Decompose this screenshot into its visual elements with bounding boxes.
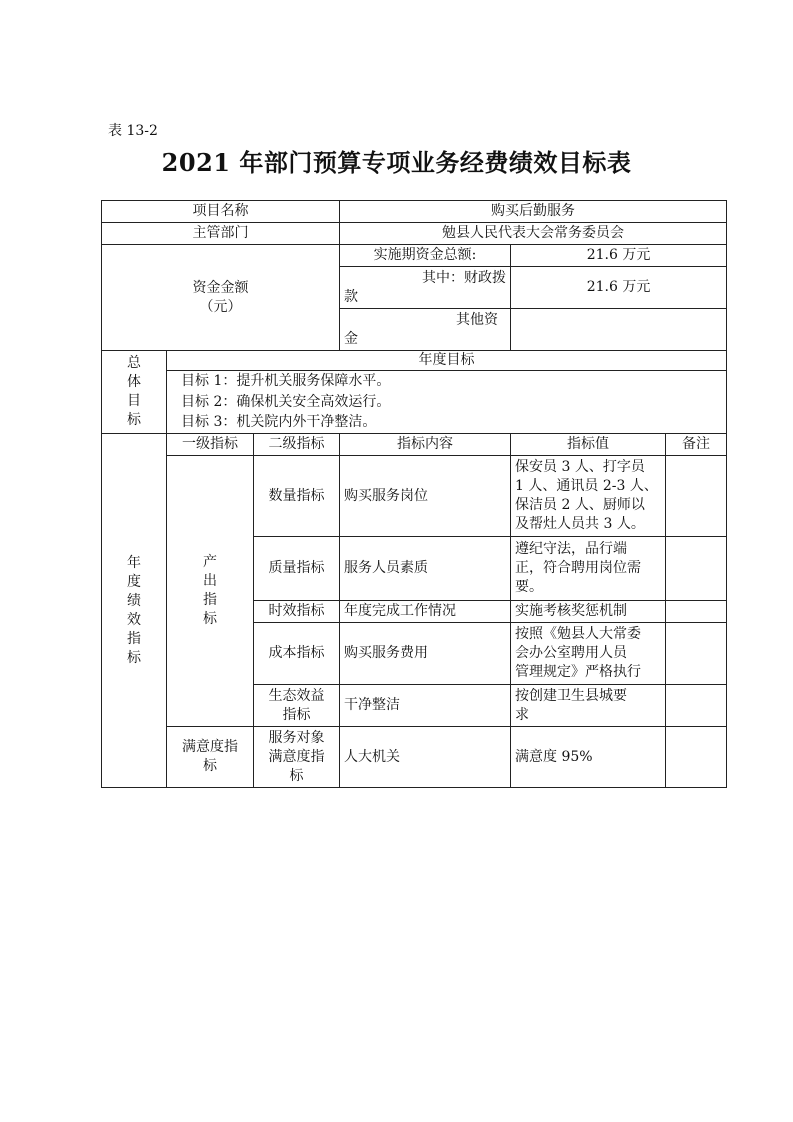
indicator-note: [666, 685, 727, 727]
side-char: 标: [203, 611, 217, 627]
value-line: 会办公室聘用人员: [515, 645, 628, 661]
goal-item: 目标 3：机关院内外干净整洁。: [167, 413, 727, 434]
row-goal-3: [102, 413, 727, 434]
indicator-value: [511, 456, 666, 537]
goal-item: 目标 2：确保机关安全高效运行。: [167, 392, 727, 413]
value-line: 遵纪守法，品行端: [515, 541, 628, 557]
funds-label-line1: 资金金额: [192, 279, 249, 296]
row-indicator-header: [102, 434, 727, 456]
col-header-note: 备注: [666, 434, 727, 456]
funds-other-value: [511, 309, 727, 351]
project-name-value: 购买后勤服务: [340, 201, 727, 223]
goal-item: 目标 1：提升机关服务保障水平。: [167, 371, 727, 392]
funds-fiscal-label-a: 其中：财政拨: [422, 269, 507, 286]
funds-other-label-a: 其他资: [456, 311, 499, 328]
indicator-value: [511, 537, 666, 601]
indicator-value: [511, 727, 666, 788]
value-line: 1 人、通讯员 2-3 人、: [515, 478, 658, 494]
row-overall-header: [102, 351, 727, 371]
value-line: 求: [515, 706, 530, 723]
table-number: 表 13-2: [108, 123, 158, 139]
department-label: 主管部门: [102, 223, 340, 245]
level2-line: 生态效益: [268, 687, 325, 704]
value-line: 正，符合聘用岗位需: [515, 560, 642, 576]
row-goal-2: [102, 392, 727, 413]
value-line: 保安员 3 人、打字员: [515, 459, 645, 475]
project-name-label: 项目名称: [102, 201, 340, 223]
funds-fiscal-label-b: 款: [344, 288, 359, 305]
indicator-note: [666, 537, 727, 601]
value-line: 按创建卫生县城要: [515, 687, 628, 704]
level2-indicator: [254, 685, 340, 727]
funds-label: [102, 245, 340, 351]
performance-goal-table: [101, 200, 727, 788]
row-funds-total: [102, 245, 727, 267]
indicator-content: 服务人员素质: [340, 537, 511, 601]
level2-line: 标: [289, 767, 304, 784]
side-char: 度: [127, 573, 141, 590]
funds-fiscal-value: 21.6 万元: [511, 267, 727, 309]
col-header-level1: 一级指标: [167, 434, 254, 456]
value-line: 及帮灶人员共 3 人。: [515, 516, 645, 532]
indicator-note: [666, 623, 727, 685]
indicator-note: [666, 727, 727, 788]
side-char: 产: [203, 554, 217, 570]
value-line: 要。: [515, 579, 544, 595]
funds-total-value: 21.6 万元: [511, 245, 727, 267]
level2-indicator: 时效指标: [254, 601, 340, 623]
indicator-value: [511, 601, 666, 623]
level1-line: 标: [203, 758, 217, 774]
side-char: 出: [203, 573, 217, 589]
level2-indicator: 成本指标: [254, 623, 340, 685]
funds-label-line2: （元）: [199, 298, 242, 315]
funds-fiscal-label: [340, 267, 511, 309]
row-quantity-indicator: [102, 456, 727, 537]
indicator-content: 购买服务费用: [340, 623, 511, 685]
indicator-value: [511, 623, 666, 685]
value-line: 满意度 95%: [515, 748, 593, 765]
row-goal-1: [102, 371, 727, 392]
value-line: 保洁员 2 人、厨师以: [515, 497, 645, 513]
overall-goal-side-label: [102, 351, 167, 434]
satisfaction-indicator-label: [167, 727, 254, 788]
level2-indicator: [254, 727, 340, 788]
annual-goal-header: 年度目标: [167, 351, 727, 371]
value-line: 按照《勉县人大常委: [515, 626, 642, 642]
row-satisfaction-indicator: [102, 727, 727, 788]
indicator-content: 人大机关: [340, 727, 511, 788]
side-char: 年: [127, 554, 141, 571]
level2-indicator: 数量指标: [254, 456, 340, 537]
side-char: 总: [127, 355, 141, 371]
value-line: 实施考核奖惩机制: [515, 603, 628, 619]
output-indicator-label: [167, 456, 254, 727]
funds-other-label: [340, 309, 511, 351]
side-char: 指: [203, 592, 217, 608]
indicator-content: 年度完成工作情况: [340, 601, 511, 623]
funds-other-label-b: 金: [344, 330, 359, 347]
funds-total-label: 实施期资金总额:: [340, 245, 511, 267]
side-char: 标: [127, 412, 141, 428]
indicator-content: 干净整洁: [340, 685, 511, 727]
col-header-level2: 二级指标: [254, 434, 340, 456]
level2-line: 指标: [282, 706, 311, 723]
side-char: 绩: [127, 592, 141, 609]
level2-line: 满意度指: [268, 748, 325, 765]
value-line: 管理规定》严格执行: [515, 664, 642, 680]
row-department: [102, 223, 727, 245]
indicator-value: [511, 685, 666, 727]
col-header-content: 指标内容: [340, 434, 511, 456]
side-char: 效: [127, 611, 141, 628]
side-char: 目: [127, 393, 141, 409]
level2-line: 服务对象: [268, 729, 325, 746]
indicator-content: 购买服务岗位: [340, 456, 511, 537]
level2-indicator: 质量指标: [254, 537, 340, 601]
document-title: 2021 年部门预算专项业务经费绩效目标表: [161, 148, 632, 177]
level1-line: 满意度指: [182, 739, 238, 755]
col-header-value: 指标值: [511, 434, 666, 456]
annual-indicator-side-label: [102, 434, 167, 788]
department-value: 勉县人民代表大会常务委员会: [340, 223, 727, 245]
indicator-note: [666, 601, 727, 623]
side-char: 指: [127, 630, 141, 647]
indicator-note: [666, 456, 727, 537]
side-char: 体: [127, 374, 141, 390]
row-project-name: [102, 201, 727, 223]
side-char: 标: [127, 649, 141, 666]
